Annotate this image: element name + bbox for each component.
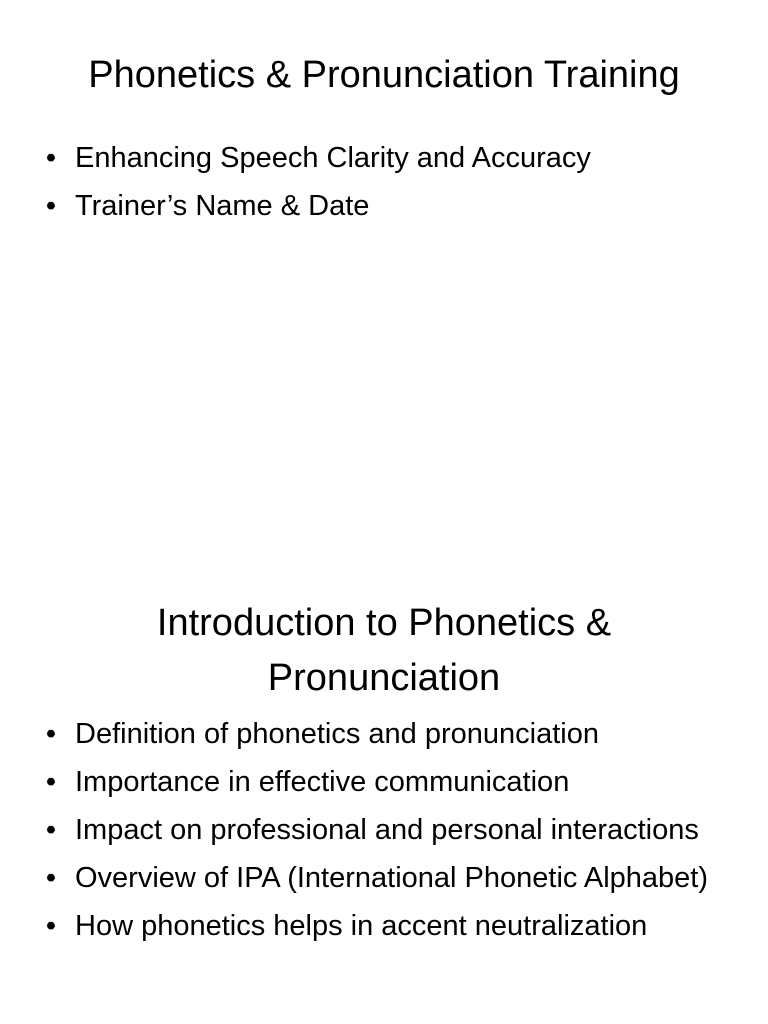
bullet-dot-icon: •: [45, 814, 57, 846]
bullet-text: Overview of IPA (International Phonetic Alphabet): [75, 862, 708, 894]
slide-2-title: Introduction to Phonetics & Pronunciation: [156, 602, 612, 699]
slide-2-bullet-list: [44, 714, 728, 954]
bullet-item: [44, 138, 728, 178]
bullet-item: [44, 762, 728, 802]
slide-1-title: Phonetics & Pronunciation Training: [88, 54, 680, 96]
bullet-dot-icon: •: [45, 766, 57, 798]
bullet-text: Definition of phonetics and pronunciation: [75, 718, 599, 750]
bullet-text: Importance in effective communication: [75, 766, 570, 798]
bullet-dot-icon: •: [45, 910, 57, 942]
bullet-item: [44, 810, 728, 850]
bullet-dot-icon: •: [45, 718, 57, 750]
slide-2: [0, 576, 768, 1024]
bullet-dot-icon: •: [45, 862, 57, 894]
bullet-item: [44, 906, 728, 946]
slide-1-bullet-list: [44, 138, 728, 234]
bullet-text: Trainer’s Name & Date: [75, 190, 370, 222]
bullet-item: [44, 714, 728, 754]
bullet-dot-icon: •: [45, 142, 57, 174]
bullet-text: How phonetics helps in accent neutralization: [75, 910, 648, 942]
bullet-item: [44, 858, 728, 898]
bullet-text: Enhancing Speech Clarity and Accuracy: [75, 142, 591, 174]
bullet-dot-icon: •: [45, 190, 57, 222]
bullet-item: [44, 186, 728, 226]
bullet-text: Impact on professional and personal interactions: [75, 814, 699, 846]
